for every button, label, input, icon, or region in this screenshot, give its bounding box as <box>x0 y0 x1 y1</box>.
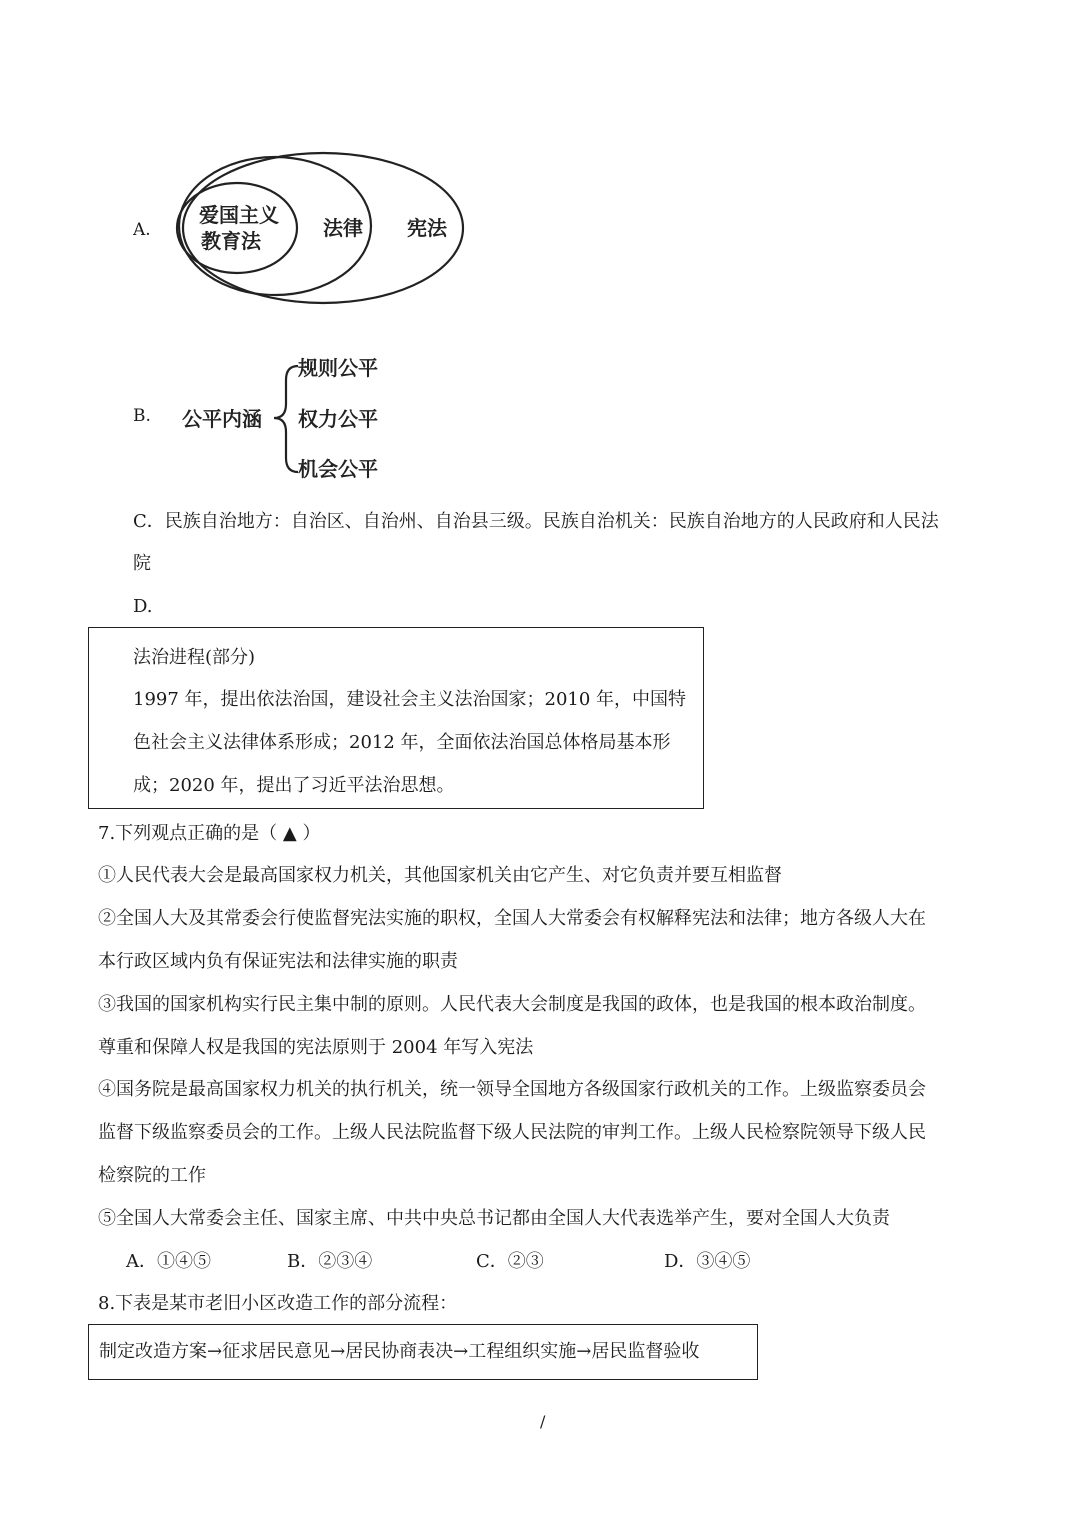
option-c-line-2: 院 <box>133 553 151 574</box>
option-b-brace-diagram <box>178 348 408 488</box>
page-marker: / <box>540 1412 546 1431</box>
option-c-line-1: C．民族自治地方：自治区、自治州、自治县三级。民族自治机关：民族自治地方的人民政府和人民法 <box>133 511 939 532</box>
q7-choice-b: B．②③④ <box>287 1251 373 1272</box>
q7-statement-4a: ④国务院是最高国家权力机关的执行机关，统一领导全国地方各级国家行政机关的工作。上级监察委员会 <box>98 1079 926 1100</box>
q7-choice-c: C．②③ <box>476 1251 544 1272</box>
option-d-box-line-3: 成；2020 年，提出了习近平法治思想。 <box>133 775 455 796</box>
curly-brace <box>274 366 298 472</box>
option-d-box-title: 法治进程(部分) <box>133 647 256 668</box>
q8-flow-text: 制定改造方案→征求居民意见→居民协商表决→工程组织实施→居民监督验收 <box>99 1341 700 1362</box>
brace-branch-1: 规则公平 <box>298 356 378 380</box>
venn-outer-label: 宪法 <box>407 216 447 240</box>
q7-statement-5: ⑤全国人大常委会主任、国家主席、中共中央总书记都由全国人大代表选举产生，要对全国人大负责 <box>98 1208 890 1229</box>
option-b-label: B. <box>133 406 151 426</box>
q7-choice-a: A．①④⑤ <box>126 1251 211 1272</box>
q7-statement-4b: 监督下级监察委员会的工作。上级人民法院监督下级人民法院的审判工作。上级人民检察院领导下级人民 <box>98 1122 926 1143</box>
brace-root-label: 公平内涵 <box>182 407 262 431</box>
q7-statement-3a: ③我国的国家机构实行民主集中制的原则。人民代表大会制度是我国的政体，也是我国的根本政治制度。 <box>98 994 926 1015</box>
option-a-label: A. <box>133 220 151 240</box>
option-d-label: D. <box>133 596 153 617</box>
venn-inner-label-1: 爱国主义 <box>199 203 279 227</box>
option-d-box-line-2: 色社会主义法律体系形成；2012 年，全面依法治国总体格局基本形 <box>133 732 671 753</box>
venn-inner-ellipse <box>177 183 297 273</box>
q7-statement-3b: 尊重和保障人权是我国的宪法原则于 2004 年写入宪法 <box>98 1037 534 1058</box>
option-d-box-line-1: 1997 年，提出依法治国，建设社会主义法治国家；2010 年，中国特 <box>133 689 687 710</box>
q7-choice-d: D．③④⑤ <box>664 1251 751 1272</box>
q7-statement-1: ①人民代表大会是最高国家权力机关，其他国家机关由它产生、对它负责并要互相监督 <box>98 865 782 886</box>
q7-statement-2b: 本行政区域内负有保证宪法和法律实施的职责 <box>98 951 458 972</box>
venn-middle-label: 法律 <box>323 216 363 240</box>
option-a-venn-diagram <box>175 140 475 310</box>
q7-statement-4c: 检察院的工作 <box>98 1165 206 1186</box>
brace-branch-2: 权力公平 <box>298 407 378 431</box>
brace-branch-3: 机会公平 <box>298 457 378 481</box>
q7-statement-2a: ②全国人大及其常委会行使监督宪法实施的职权，全国人大常委会有权解释宪法和法律；地方各级人大在 <box>98 908 926 929</box>
q8-flow-box <box>88 1324 758 1380</box>
option-d-box <box>88 627 704 809</box>
venn-inner-label-2: 教育法 <box>201 229 261 253</box>
q7-stem: 7.下列观点正确的是（ ▲ ） <box>98 823 321 844</box>
q8-stem: 8.下表是某市老旧小区改造工作的部分流程： <box>98 1293 458 1314</box>
